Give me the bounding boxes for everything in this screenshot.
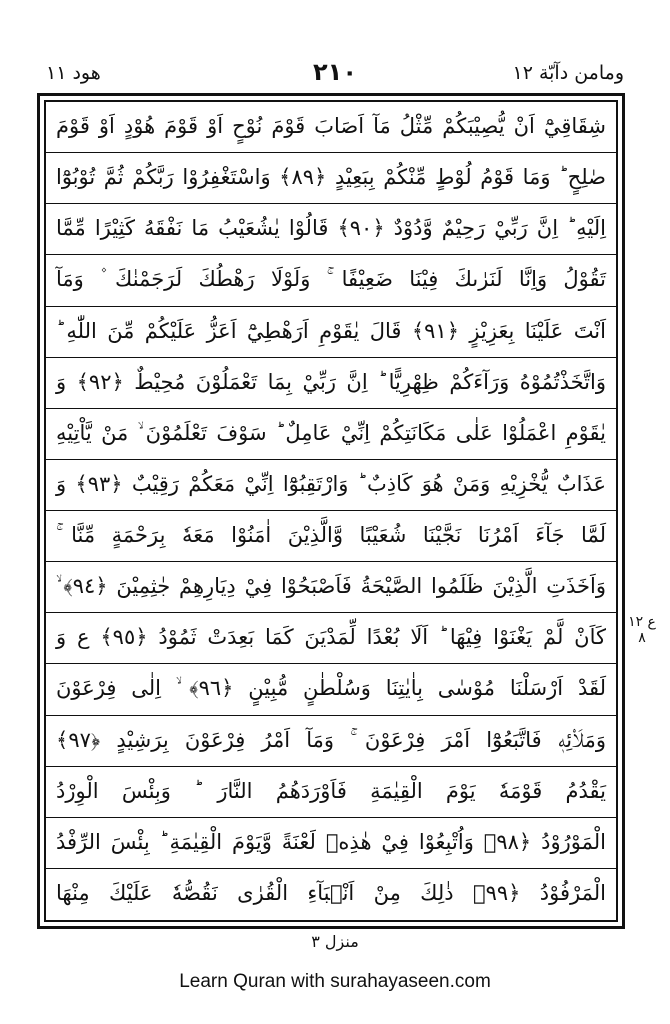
page-header: [40, 58, 630, 92]
verse-line: لَقَدْ اَرْسَلْنَا مُوْسٰى بِاٰيٰتِنَا وَسُلْطٰنٍ مُّبِيْنٍ ﴿٩٦﴾ ۙ اِلٰى فِرْعَوْنَ: [46, 664, 616, 715]
verse-line: عَذَابٌ يُّخْزِيْهِ وَمَنْ هُوَ كَاذِبٌ ؕ وَارْتَقِبُوْٓا اِنِّيْ مَعَكُمْ رَقِيْبٌ ﴿٩٣﴾ وَ: [46, 460, 616, 511]
text-frame: [37, 93, 625, 929]
verse-line: لَمَّا جَآءَ اَمْرُنَا نَجَّيْنَا شُعَيْبًا وَّالَّذِيْنَ اٰمَنُوْا مَعَهٗ بِرَحْمَةٍ مِّنَّا ۚ: [46, 511, 616, 562]
page-number: ٢١٠: [313, 58, 357, 86]
manzil-label: منزل ٣: [311, 932, 359, 951]
verse-line: كَاَنْ لَّمْ يَغْنَوْا فِيْهَا ؕ اَلَا بُعْدًا لِّمَدْيَنَ كَمَا بَعِدَتْ ثَمُوْدُ ﴿٩٥﴾ ع وَ: [46, 613, 616, 664]
verse-line: وَاتَّخَذْتُمُوْهُ وَرَآءَكُمْ ظِهْرِيًّا ؕ اِنَّ رَبِّيْ بِمَا تَعْمَلُوْنَ مُحِيْطٌ ﴿٩٢﴾ وَ: [46, 358, 616, 409]
verse-line: يَقْدُمُ قَوْمَهٗ يَوْمَ الْقِيٰمَةِ فَاَوْرَدَهُمُ النَّارَ ؕ وَبِئْسَ الْوِرْدُ: [46, 767, 616, 818]
verse-line: تَقُوْلُ وَاِنَّا لَنَرٰىكَ فِيْنَا ضَعِيْفًا ۚ وَلَوْلَا رَهْطُكَ لَرَجَمْنٰكَ ۫ وَمَآ: [46, 255, 616, 306]
ruku-marker: ع ١٢ ٨: [628, 614, 656, 646]
surah-name: هود ١١: [46, 62, 101, 84]
verse-line: وَمَلَا۟ئِهٖ فَاتَّبَعُوْٓا اَمْرَ فِرْعَوْنَ ۚ وَمَآ اَمْرُ فِرْعَوْنَ بِرَشِيْدٍ ﴿٩٧﴾: [46, 716, 616, 767]
verse-line: يٰقَوْمِ اعْمَلُوْا عَلٰى مَكَانَتِكُمْ اِنِّيْ عَامِلٌ ؕ سَوْفَ تَعْلَمُوْنَ ۙ مَنْ يَّاْتِيْهِ: [46, 409, 616, 460]
footer-credit: Learn Quran with surahayaseen.com: [179, 971, 491, 992]
verse-line: شِقَاقِيْٓ اَنْ يُّصِيْبَكُمْ مِّثْلُ مَآ اَصَابَ قَوْمَ نُوْحٍ اَوْ قَوْمَ هُوْدٍ اَوْ قَوْمَ: [46, 102, 616, 153]
verse-line: وَاَخَذَتِ الَّذِيْنَ ظَلَمُوا الصَّيْحَةُ فَاَصْبَحُوْا فِيْ دِيَارِهِمْ جٰثِمِيْنَ ﴿٩٤﴾ ۙ: [46, 562, 616, 613]
juz-name: ومامن دآبّة ١٢: [512, 62, 624, 84]
text-lines: [44, 100, 618, 922]
verse-line: الْمَرْفُوْدُ ﴿٩٩﴾ ذٰلِكَ مِنْ اَنْۢبَآءِ الْقُرٰى نَقُصُّهٗ عَلَيْكَ مِنْهَا: [56, 880, 606, 905]
verse-line: اَنْتَ عَلَيْنَا بِعَزِيْزٍ ﴿٩١﴾ قَالَ يٰقَوْمِ اَرَهْطِيْٓ اَعَزُّ عَلَيْكُمْ مِّنَ اللّٰهِ ؕ: [46, 307, 616, 358]
verse-line: اِلَيْهِ ؕ اِنَّ رَبِّيْ رَحِيْمٌ وَّدُوْدٌ ﴿٩٠﴾ قَالُوْا يٰشُعَيْبُ مَا نَفْقَهُ كَثِيْرًا مِّمَّا: [46, 204, 616, 255]
verse-line: الْمَوْرُوْدُ ﴿٩٨﴾ وَاُتْبِعُوْا فِيْ هٰذِهٖ لَعْنَةً وَّيَوْمَ الْقِيٰمَةِ ؕ بِئْسَ الرِّفْدُ: [46, 818, 616, 869]
verse-line: صٰلِحٍ ؕ وَمَا قَوْمُ لُوْطٍ مِّنْكُمْ بِبَعِيْدٍ ﴿٨٩﴾ وَاسْتَغْفِرُوْا رَبَّكُمْ ثُمَّ تُوْبُوْٓا: [46, 153, 616, 204]
